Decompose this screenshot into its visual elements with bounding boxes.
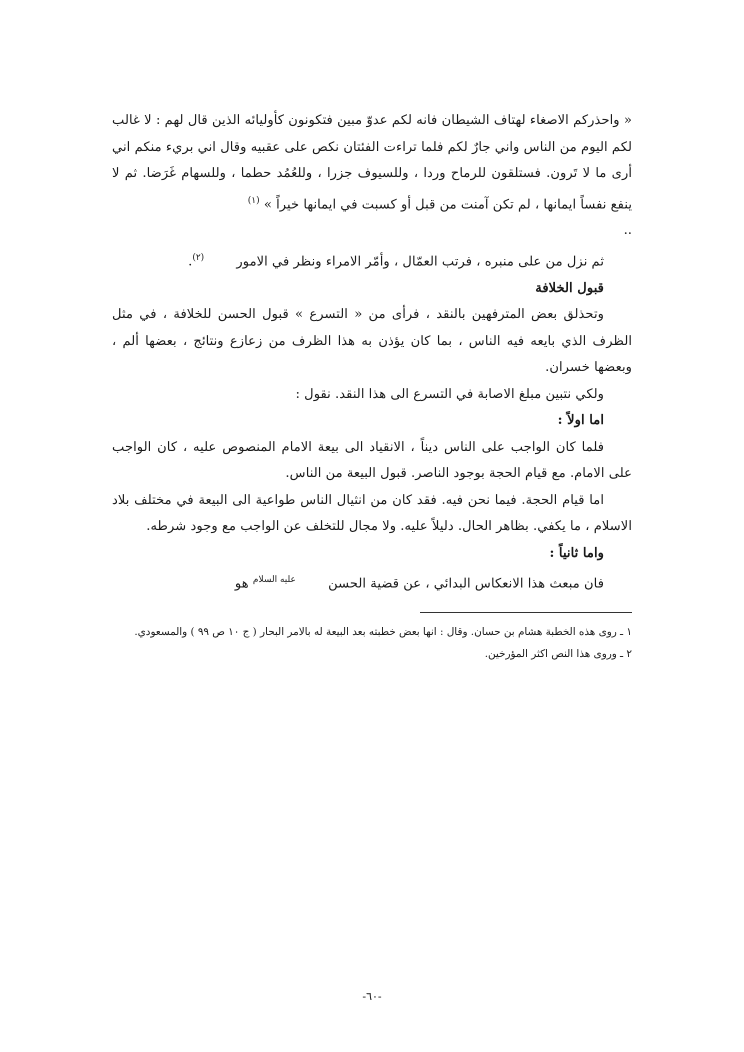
- paragraph-sermon: [112, 108, 632, 245]
- honorific-glyph: عليه السلام: [252, 575, 296, 586]
- heading-firstly: اما اولاً :: [557, 413, 604, 429]
- paragraph-origin: [112, 567, 632, 598]
- page-content: [112, 108, 632, 665]
- paragraph-descent: [112, 245, 632, 276]
- footnote-1: ١ ـ روى هذه الخطبة هشام بن حسان. وقال : انها بعض خطبته بعد البيعة له بالامر البحار ( ج ١٠ ص ٩٩ ) والمسعودي.: [134, 626, 632, 639]
- section-heading-caliphate: قبول الخلافة: [535, 280, 604, 296]
- footnote-2: ٢ ـ وروى هذا النص اكثر المؤرخين.: [484, 648, 632, 661]
- origin-text: فان مبعث هذا الانعكاس البدائي ، عن قضية الحسن: [328, 576, 604, 592]
- footnote-ref-2: (٢): [192, 252, 205, 263]
- sermon-tail: ..: [623, 223, 632, 239]
- heading-secondly: واما ثانياً :: [549, 545, 604, 561]
- paragraph-duty: فلما كان الواجب على الناس ديناً ، الانقياد الى بيعة الامام المنصوص عليه ، كان الواجب على الامام. مع قيام الحجة بوجود الناصر. قبول البيعة من الناس.: [112, 439, 632, 482]
- paragraph-critique: وتحذلق بعض المترفهين بالنقد ، فرأى من « التسرع » قبول الحسن للخلافة ، في مثل الظرف الذي بايعه فيه الناس ، بما كان يؤذن به هذا الظرف من زعازع ونتائج ، بعضها ألم ، وبعضها خسران.: [112, 307, 632, 376]
- paragraph-proof: اما قيام الحجة. فيما نحن فيه. فقد كان من انثيال الناس طواعية الى البيعة في مختلف بلاد الاسلام ، ما يكفي. بظاهر الحال. دليلاً عليه. ولا مجال للتخلف عن الواجب مع وجود شرطه.: [112, 492, 632, 535]
- paragraph-response: ولكي نتبين مبلغ الاصابة في التسرع الى هذا النقد. نقول :: [295, 386, 604, 402]
- footnote-divider: [420, 612, 632, 613]
- descent-end: .: [188, 254, 193, 270]
- footnotes: [112, 621, 632, 665]
- body-text: [112, 108, 632, 598]
- descent-text: ثم نزل من على منبره ، فرتب العمّال ، وأمّر الامراء ونظر في الامور: [236, 254, 604, 270]
- sermon-text: « واحذركم الاصغاء لهتاف الشيطان فانه لكم عدوّ مبين فتكونون كأوليائه الذين قال لهم : لا غالب لكم اليوم من الناس واني جارٌ لكم فلما تراءت الفئتان نكص على عقبيه وقال اني بريء منكم اني أرى ما لا تَرون. فستلقون للرماح وردا ، وللسيوف جزرا ، وللعُمُد حطما ، وللسهام غَرَضا. ثم لا ينفع نفساً ايمانها ، لم تكن آمنت من قبل أو كسبت في ايمانها خيراً »: [112, 113, 632, 212]
- origin-end: هو: [234, 576, 249, 592]
- page-number: -٦٠-: [362, 990, 382, 1003]
- footnote-ref-1: (١): [247, 195, 260, 206]
